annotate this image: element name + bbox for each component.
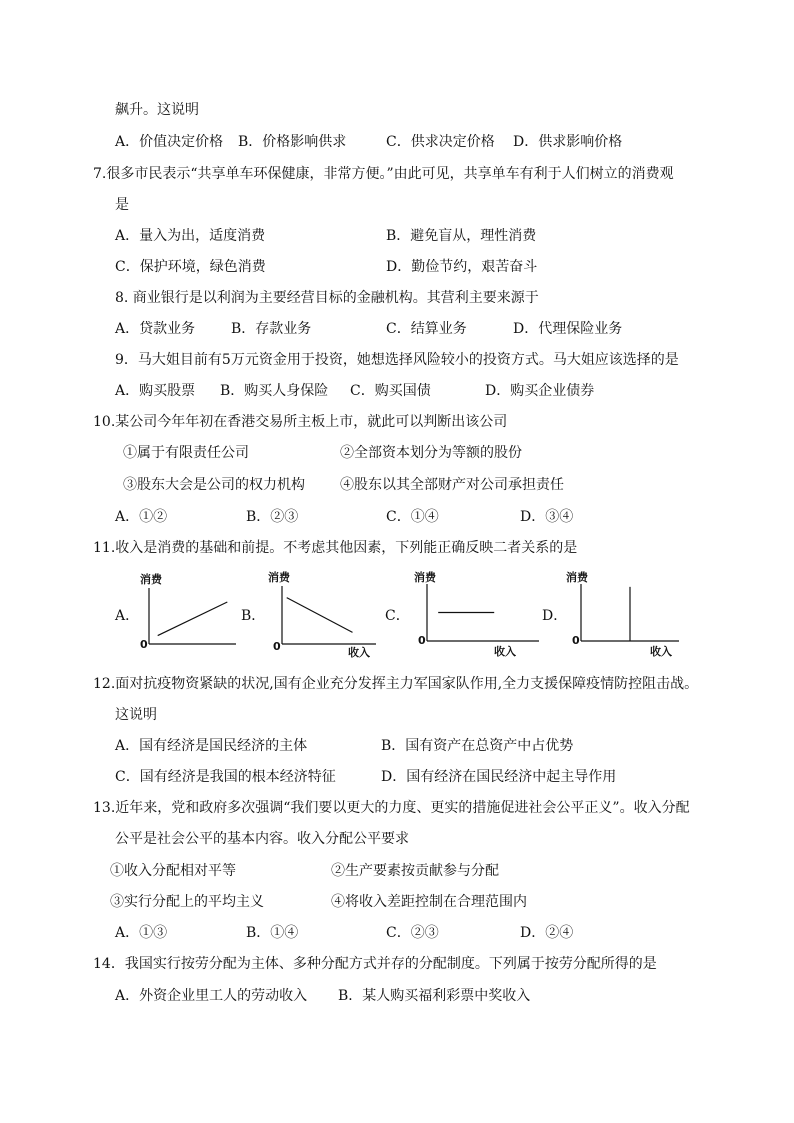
chart-c-origin: 0 (418, 634, 426, 647)
chart-d-ylabel: 消费 (566, 571, 588, 584)
q9-option-d[interactable]: D．购买企业债券 (485, 383, 595, 399)
q11-chart-c (410, 569, 540, 665)
q11-option-b-label[interactable]: B． (241, 608, 266, 624)
q7-option-c[interactable]: C．保护环境，绿色消费 (115, 259, 266, 275)
q10-statement-2: ②全部资本划分为等额的股份 (340, 445, 522, 461)
chart-b-origin: 0 (273, 640, 281, 653)
chart-a-svg (140, 572, 240, 662)
q8-option-d[interactable]: D．代理保险业务 (513, 321, 623, 337)
chart-b-relation-line (287, 598, 353, 633)
chart-a-relation-line (158, 602, 228, 636)
q13-option-b[interactable]: B．①④ (246, 925, 299, 941)
q10-option-a[interactable]: A．①② (115, 509, 168, 525)
q12-option-b[interactable]: B．国有资产在总资产中占优势 (381, 738, 574, 754)
q10-statement-3: ③股东大会是公司的权力机构 (123, 477, 305, 493)
q13-stem-cont: 公平是社会公平的基本内容。收入分配公平要求 (115, 831, 409, 847)
q11-chart-b (268, 568, 378, 666)
chart-c-svg (410, 569, 540, 661)
q6-option-c[interactable]: C．供求决定价格 (386, 134, 495, 150)
q8-option-a[interactable]: A．贷款业务 (115, 321, 196, 337)
chart-b-xlabel: 收入 (348, 646, 370, 659)
q10-option-b[interactable]: B．②③ (246, 509, 299, 525)
q12-stem-cont: 这说明 (115, 707, 157, 723)
q13-statement-1: ①收入分配相对平等 (110, 863, 236, 879)
q8-option-b[interactable]: B．存款业务 (231, 321, 312, 337)
q6-option-b[interactable]: B．价格影响供求 (238, 134, 347, 150)
q7-option-a[interactable]: A．量入为出，适度消费 (115, 228, 266, 244)
chart-c-xlabel: 收入 (494, 645, 516, 658)
q13-statement-2: ②生产要素按贡献参与分配 (331, 863, 499, 879)
q14-option-b[interactable]: B．某人购买福利彩票中奖收入 (338, 988, 531, 1004)
q7-stem-cont: 是 (115, 197, 129, 213)
q8-option-c[interactable]: C．结算业务 (386, 321, 467, 337)
q14-option-a[interactable]: A．外资企业里工人的劳动收入 (115, 988, 308, 1004)
q10-statement-4: ④股东以其全部财产对公司承担责任 (340, 477, 564, 493)
q10-statement-1: ①属于有限责任公司 (123, 445, 249, 461)
q13-option-a[interactable]: A．①③ (115, 925, 168, 941)
q12-option-d[interactable]: D．国有经济在国民经济中起主导作用 (381, 769, 617, 785)
q7-option-b[interactable]: B．避免盲从，理性消费 (386, 228, 537, 244)
chart-c-ylabel: 消费 (414, 571, 436, 584)
q13-statement-4: ④将收入差距控制在合理范围内 (331, 894, 527, 910)
q10-option-c[interactable]: C．①④ (386, 509, 439, 525)
chart-d-xlabel: 收入 (650, 645, 672, 658)
q11-stem: 11.收入是消费的基础和前提。不考虑其他因素，下列能正确反映二者关系的是 (93, 540, 578, 556)
q12-stem: 12.面对抗疫物资紧缺的状况,国有企业充分发挥主力军国家队作用,全力支援保障疫情防控阻击战。 (93, 676, 699, 692)
chart-b-ylabel: 消费 (268, 571, 290, 584)
q8-stem: 8. 商业银行是以利润为主要经营目标的金融机构。其营利主要来源于 (115, 290, 539, 306)
q11-option-c-label[interactable]: C． (385, 608, 410, 624)
q11-option-a-label[interactable]: A． (115, 608, 140, 624)
q6-option-a[interactable]: A．价值决定价格 (115, 134, 224, 150)
q11-option-d-label[interactable]: D． (542, 608, 568, 624)
chart-d-origin: 0 (572, 634, 580, 647)
q7-option-d[interactable]: D．勤俭节约，艰苦奋斗 (386, 259, 538, 275)
q13-option-d[interactable]: D．②④ (520, 925, 574, 941)
q7-stem: 7.很多市民表示“共享单车环保健康，非常方便。”由此可见，共享单车有利于人们树立的消费观 (93, 166, 674, 182)
chart-a-ylabel: 消费 (140, 573, 162, 586)
q12-option-c[interactable]: C．国有经济是我国的根本经济特征 (115, 769, 336, 785)
q11-chart-a (140, 572, 240, 666)
q9-stem: 9．马大姐目前有5万元资金用于投资，她想选择风险较小的投资方式。马大姐应该选择的是 (115, 352, 679, 368)
q13-option-c[interactable]: C．②③ (386, 925, 439, 941)
q12-option-a[interactable]: A．国有经济是国民经济的主体 (115, 738, 308, 754)
q9-option-a[interactable]: A．购买股票 (115, 383, 196, 399)
q10-stem: 10.某公司今年年初在香港交易所主板上市，就此可以判断出该公司 (93, 414, 508, 430)
q9-option-b[interactable]: B．购买人身保险 (220, 383, 329, 399)
q13-statement-3: ③实行分配上的平均主义 (110, 894, 264, 910)
chart-d-svg (566, 569, 681, 661)
chart-a-origin: 0 (140, 638, 148, 651)
q13-stem: 13.近年来，党和政府多次强调“我们要以更大的力度、更实的措施促进社会公平正义”。收入分配 (93, 800, 690, 816)
chart-b-svg (268, 568, 378, 662)
q6-stem-tail: 飙升。这说明 (115, 102, 199, 118)
q6-option-d[interactable]: D．供求影响价格 (513, 134, 623, 150)
q11-chart-d (566, 569, 681, 665)
q14-stem: 14．我国实行按劳分配为主体、多种分配方式并存的分配制度。下列属于按劳分配所得的是 (93, 956, 657, 972)
q10-option-d[interactable]: D．③④ (520, 509, 574, 525)
q9-option-c[interactable]: C．购买国债 (350, 383, 431, 399)
